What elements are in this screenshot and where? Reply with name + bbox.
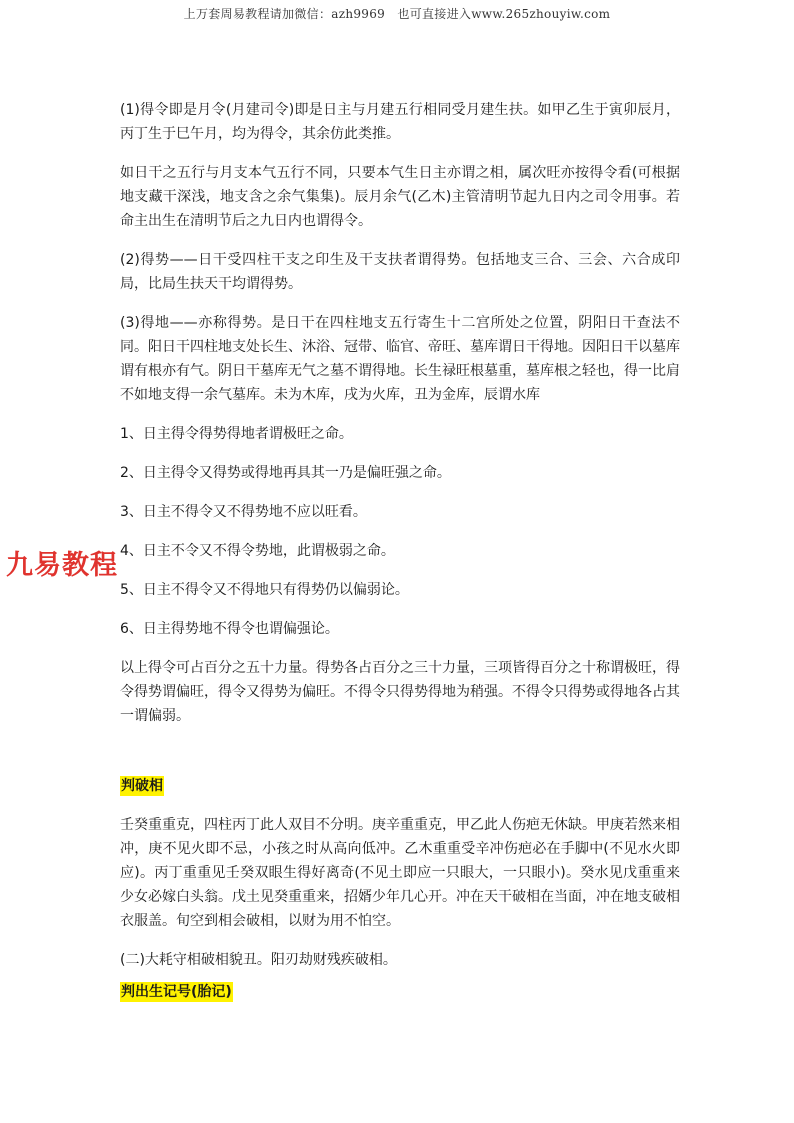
section-heading-taiji [120,980,680,1004]
paragraph-deshi: (2)得势——日干受四柱干支之印生及干支扶者谓得势。包括地支三合、三会、六合成印局，比局生扶天干均谓得势。 [120,252,680,292]
page-header: 上万套周易教程请加微信：azh9969 也可直接进入www.265zhouyiw.com [183,7,611,21]
section-note-poxiang: (二)大耗守相破相貌丑。阳刃劫财残疾破相。 [120,952,397,968]
summary-paragraph: 以上得令可占百分之五十力量。得势各占百分之三十力量，三项皆得百分之十称谓极旺，得令得势谓偏旺，得令又得势为偏旺。不得令只得势得地为稍强。不得令只得势或得地各占其一谓偏弱。 [120,660,680,724]
list-item: 1、日主得令得势得地者谓极旺之命。 [120,426,353,442]
section-body-poxiang: 壬癸重重克，四柱丙丁此人双目不分明。庚辛重重克，甲乙此人伤疤无休缺。甲庚若然来相冲，庚不见火即不忌，小孩之时从高向低冲。乙木重重受辛冲伤疤必在手脚中(不见水火即应)。丙丁重重见壬癸双眼生得好离奇(不见土即应一只眼大，一只眼小)。癸水见戊重重来少女必嫁白头翁。戊土见癸重重来，招婿少年几心开。冲在天干破相在当面，冲在地支破相衣服盖。旬空到相会破相，以财为用不怕空。 [120,817,680,929]
list-item: 4、日主不令又不得令势地，此谓极弱之命。 [120,543,395,559]
list-item: 3、日主不得令又不得势地不应以旺看。 [120,504,367,520]
highlighted-heading: 判出生记号(胎记) [121,984,232,1000]
highlighted-heading: 判破相 [121,778,163,794]
paragraph-deling-note: 如日干之五行与月支本气五行不同，只要本气生日主亦谓之相，属次旺亦按得令看(可根据地支藏干深浅，地支含之余气集集)。辰月余气(乙木)主管清明节起九日内之司令用事。若命主出生在清明节后之九日内也谓得令。 [120,165,680,229]
document-body [120,98,680,1019]
list-item: 5、日主不得令又不得地只有得势仍以偏弱论。 [120,582,409,598]
section-heading-poxiang [120,774,680,798]
list-item: 6、日主得势地不得令也谓偏强论。 [120,621,339,637]
paragraph-dedi: (3)得地——亦称得势。是日干在四柱地支五行寄生十二宫所处之位置，阴阳日干查法不同。阳日干四柱地支处长生、沐浴、冠带、临官、帝旺、墓库谓日干得地。因阳日干以墓库谓有根亦有气。阴日干墓库无气之墓不谓得地。长生禄旺根墓重，墓库根之轻也，得一比肩不如地支得一余气墓库。未为木库，戌为火库，丑为金库，辰谓水库 [120,315,680,403]
paragraph-deling: (1)得令即是月令(月建司令)即是日主与月建五行相同受月建生扶。如甲乙生于寅卯辰月，丙丁生于巳午月，均为得令，其余仿此类推。 [120,102,680,142]
watermark-logo: 九易教程 [6,550,118,581]
list-item: 2、日主得令又得势或得地再具其一乃是偏旺强之命。 [120,465,451,481]
